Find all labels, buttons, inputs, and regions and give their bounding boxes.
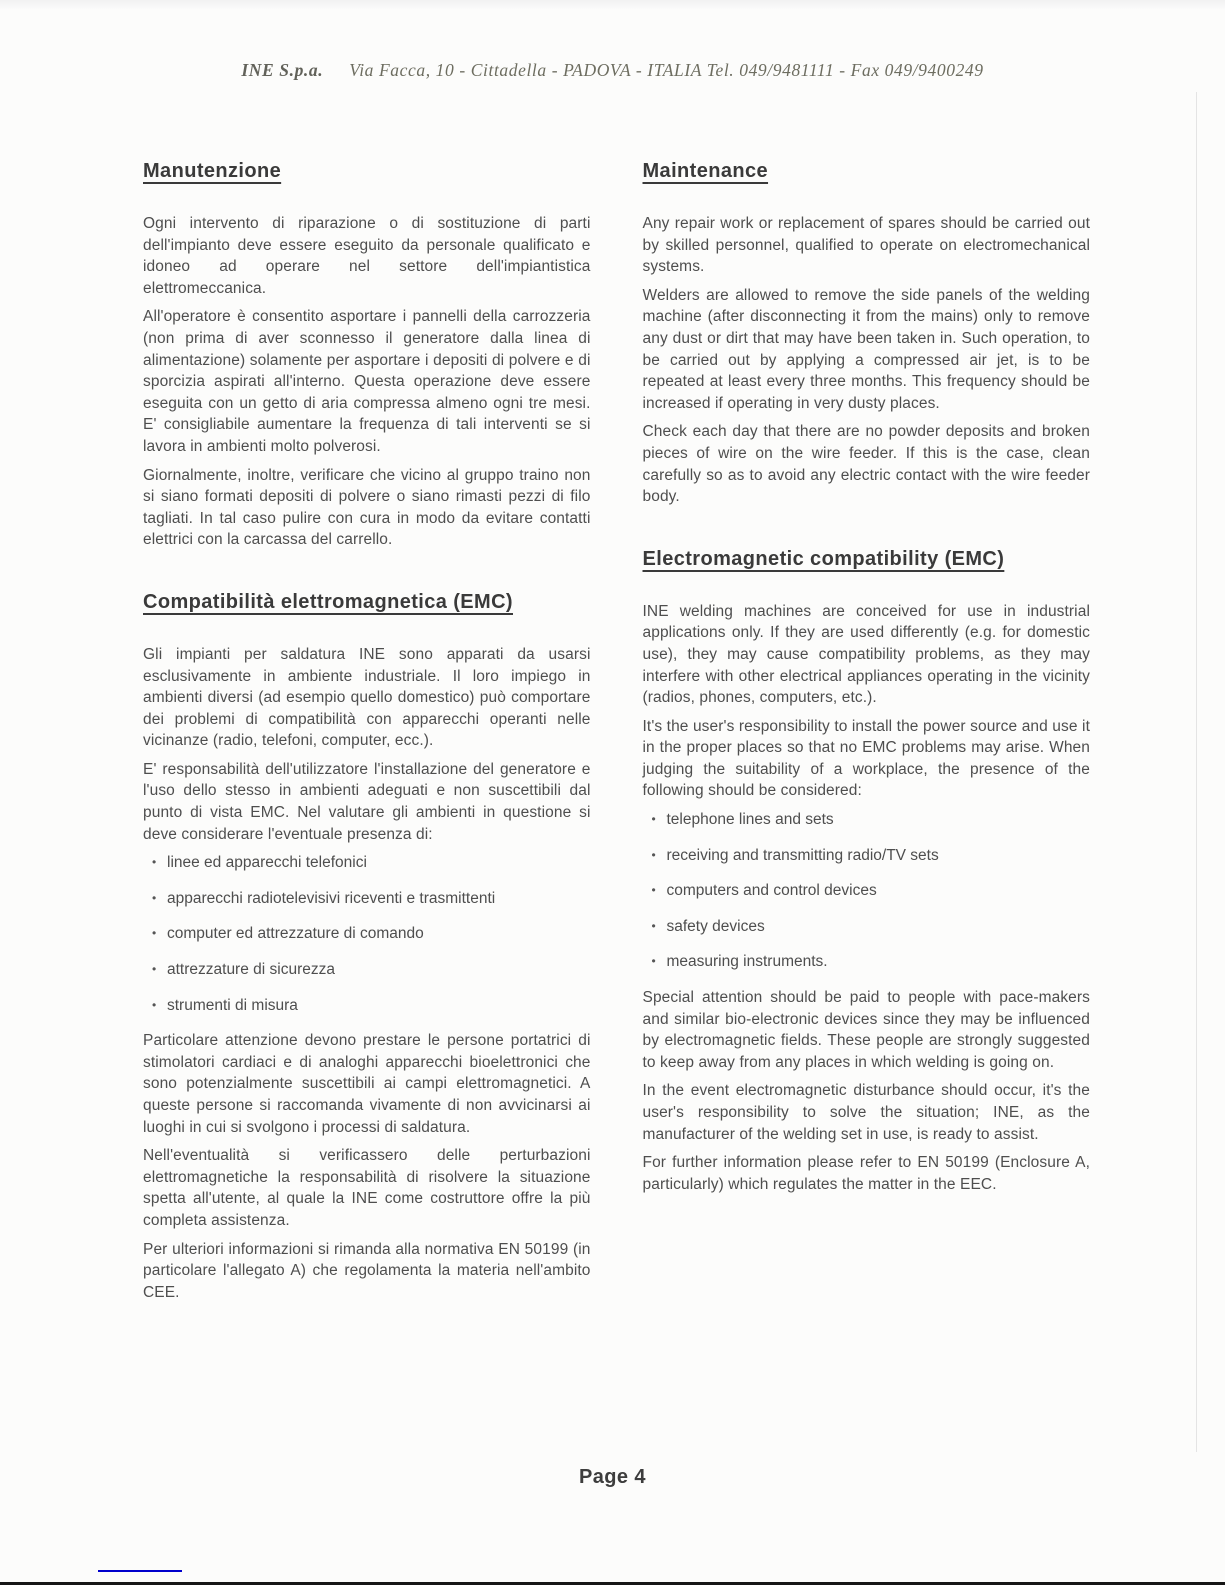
section-heading: Manutenzione (143, 160, 282, 182)
body-paragraph: E' responsabilità dell'utilizzatore l'installazione del generatore e l'uso dello stesso in ambienti adeguati e non suscettibili dal punto di vista EMC. Nel valutare gli ambienti in questione si deve considerare l'eventuale presenza di: (143, 760, 591, 843)
section-heading: Compatibilità elettromagnetica (EMC) (143, 590, 513, 613)
bullet-dot-icon: • (152, 926, 157, 941)
two-column-content (143, 148, 1090, 1310)
bullet-item (643, 951, 1091, 973)
body-paragraph: In the event electromagnetic disturbance should occur, it's the user's responsibility to solve the situation; INE, as the manufacturer of the welding set in use, is ready to assist. (642, 1082, 1090, 1143)
bullet-dot-icon: • (651, 954, 656, 969)
header-address: Via Facca, 10 - Cittadella - PADOVA - ITALIA Tel. 049/9481111 - Fax 049/9400249 (349, 60, 984, 80)
body-paragraph: Per ulteriori informazioni si rimanda alla normativa EN 50199 (in particolare l'allegato A) che regolamenta la materia nell'ambito CEE. (143, 1240, 591, 1301)
body-paragraph: Giornalmente, inoltre, verificare che vicino al gruppo traino non si siano formati depositi di polvere o siano rimasti pezzi di filo tagliati. In tal caso pulire con cura in modo da evitare contatti elettrici con la carcassa del carrello. (143, 466, 591, 549)
header-company-name: INE S.p.a. (241, 60, 324, 80)
scan-artifact-line (1196, 92, 1197, 1452)
bullet-item (143, 995, 591, 1017)
page-header (0, 60, 1225, 81)
bullet-text: linee ed apparecchi telefonici (167, 854, 367, 872)
bullet-text: telephone lines and sets (666, 811, 834, 829)
bullet-item (143, 923, 591, 945)
body-paragraph: Welders are allowed to remove the side panels of the welding machine (after disconnecting it from the mains) only to remove any dust or dirt that may have been taken in. Such operation, to be carried out by applying a compressed air jet, is to be repeated at least every three months. This frequency should be increased if operating in very dusty places. (642, 286, 1090, 412)
bullet-dot-icon: • (651, 918, 656, 933)
bullet-text: safety devices (666, 917, 765, 935)
section-heading: Electromagnetic compatibility (EMC) (642, 547, 1005, 570)
bullet-dot-icon: • (651, 847, 656, 862)
bullet-item (643, 809, 1091, 831)
body-paragraph: INE welding machines are conceived for use in industrial applications only. If they are used differently (e.g. for domestic use), they may cause compatibility problems, as they may interfere with other electrical appliances operating in the vicinity (radios, phones, computers, etc.). (642, 602, 1090, 707)
body-paragraph: Special attention should be paid to people with pace-makers and similar bio-electronic devices since they may be influenced by electromagnetic fields. These people are strongly suggested to keep away from any places in which welding is going on. (642, 989, 1090, 1071)
scan-top-edge (0, 0, 1225, 10)
body-paragraph: Check each day that there are no powder deposits and broken pieces of wire on the wire feeder. If this is the case, clean carefully so as to avoid any electric contact with the wire feeder body. (642, 423, 1090, 506)
bullet-dot-icon: • (651, 883, 656, 898)
footer-blue-underline (98, 1570, 182, 1572)
bullet-item (643, 880, 1091, 902)
bullet-text: measuring instruments. (666, 953, 828, 971)
bullet-text: computer ed attrezzature di comando (167, 925, 424, 943)
column-english (643, 148, 1091, 1310)
bullet-item (143, 959, 591, 981)
bullet-item (643, 916, 1091, 938)
body-paragraph: Ogni intervento di riparazione o di sostituzione di parti dell'impianto deve essere eseguito da personale qualificato e idoneo ad operare nel settore dell'impiantistica elettromeccanica. (143, 215, 591, 297)
bullet-item (143, 888, 591, 910)
column-italian (143, 148, 591, 1310)
bullet-text: receiving and transmitting radio/TV sets (666, 846, 939, 864)
bullet-dot-icon: • (651, 812, 656, 827)
page-number: Page 4 (579, 1466, 646, 1488)
body-paragraph: For further information please refer to EN 50199 (Enclosure A, particularly) which regulates the matter in the EEC. (642, 1154, 1090, 1193)
body-paragraph: Gli impianti per saldatura INE sono apparati da usarsi esclusivamente in ambiente industriale. Il loro impiego in ambienti diversi (ad esempio quello domestico) può comportare dei problemi di compatibilità con apparecchi operanti nelle vicinanze (radio, telefoni, computer, ecc.). (143, 645, 591, 750)
section-heading: Maintenance (642, 160, 769, 182)
bullet-item (143, 852, 591, 874)
bullet-item (643, 845, 1091, 867)
bullet-dot-icon: • (152, 962, 157, 977)
body-paragraph: Any repair work or replacement of spares should be carried out by skilled personnel, qualified to operate on electromechanical systems. (642, 215, 1090, 276)
bullet-text: computers and control devices (666, 882, 877, 900)
bullet-text: strumenti di misura (167, 996, 298, 1014)
bullet-text: attrezzature di sicurezza (167, 961, 335, 979)
body-paragraph: Nell'eventualità si verificassero delle perturbazioni elettromagnetiche la responsabilità di risolvere la situazione spetta all'utente, al quale la INE come costruttore offre la più completa assistenza. (143, 1147, 591, 1229)
bullet-dot-icon: • (152, 997, 157, 1012)
bullet-text: apparecchi radiotelevisivi riceventi e trasmittenti (167, 889, 496, 907)
body-paragraph: Particolare attenzione devono prestare le persone portatrici di stimolatori cardiaci e di analoghi apparecchi bioelettronici che sono potenzialmente suscettibili ai campi elettromagnetici. A queste persone si raccomanda vivamente di non avvicinarsi ai luoghi in cui si svolgono i processi di saldatura. (143, 1032, 591, 1136)
body-paragraph: It's the user's responsibility to install the power source and use it in the proper places so that no EMC problems may arise. When judging the suitability of a workplace, the presence of the following should be considered: (642, 717, 1090, 800)
body-paragraph: All'operatore è consentito asportare i pannelli della carrozzeria (non prima di aver sconnesso il generatore dalla linea di alimentazione) solamente per asportare i depositi di polvere e di sporcizia aspirati all'interno. Questa operazione deve essere eseguita con un getto di aria compressa almeno ogni tre mesi. E' consigliabile aumentare la frequenza di tali interventi se si lavora in ambienti molto polverosi. (143, 308, 591, 455)
bullet-dot-icon: • (152, 890, 157, 905)
bullet-dot-icon: • (152, 855, 157, 870)
